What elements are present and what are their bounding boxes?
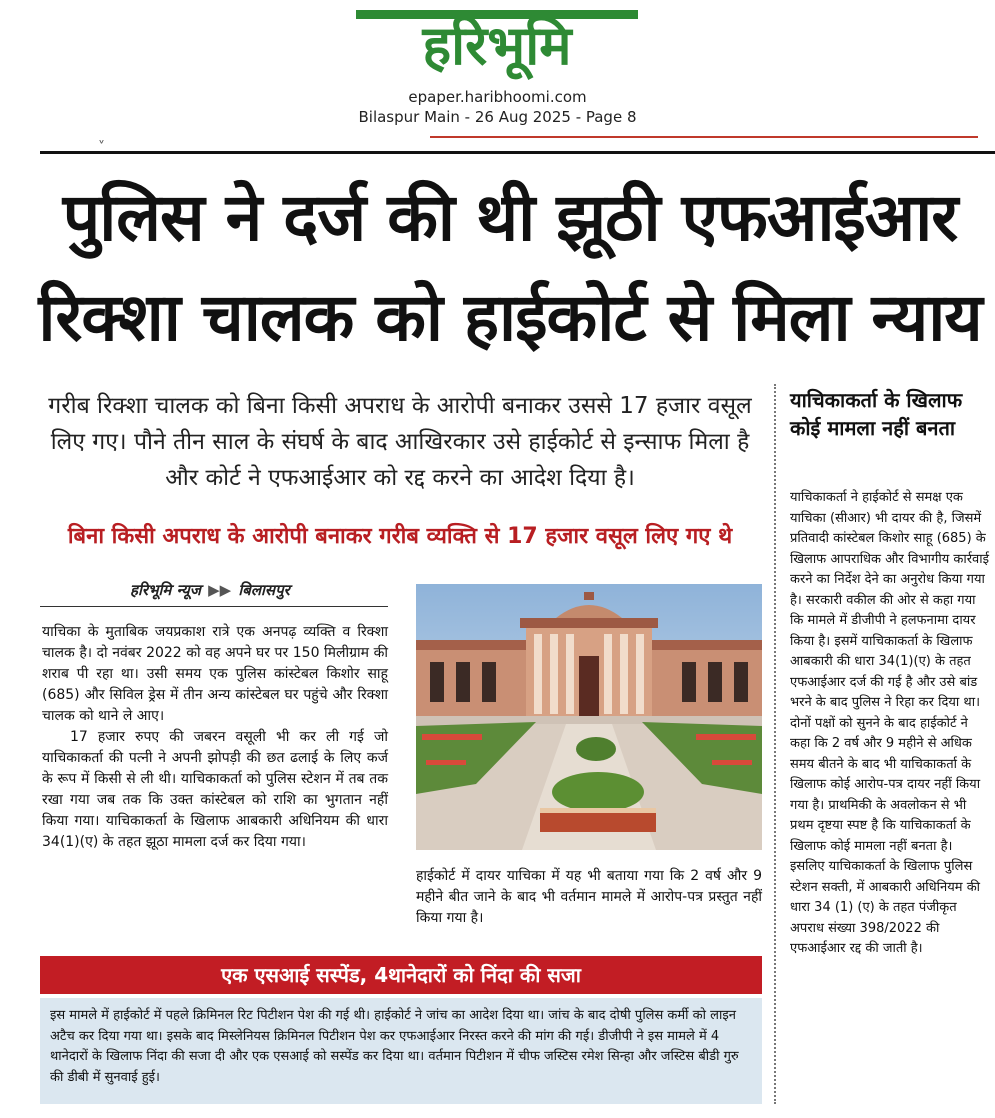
photo-caption: हाईकोर्ट में दायर याचिका में यह भी बताया गया कि 2 वर्ष और 9 महीने बीत जाने के बाद भी वर्तमान मामले में आरोप-पत्र प्रस्तुत नहीं किया गया है। xyxy=(416,868,762,926)
headline-line-1: पुलिस ने दर्ज की थी झूठी एफआईआर xyxy=(62,179,958,256)
header-black-rule xyxy=(40,151,995,154)
byline xyxy=(130,580,290,600)
body-paragraph-2: 17 हजार रुपए की जबरन वसूली भी कर ली गई जो याचिकाकर्ता की पत्नी ने अपनी झोपड़ी की छत ढलाई के लिए कर्ज के रूप में किसी से ली थी। याचिकाकर्ता को पुलिस स्टेशन में तब तक रखा गया जब तक कि उक्त कांस्टेबल को राशि का भुगतान नहीं किया गया। याचिकाकर्ता के खिलाफ आबकारी अधिनियम की धारा 34(1)(ए) के तहत झूठा मामला दर्ज कर दिया गया। xyxy=(42,729,388,850)
red-banner-heading: एक एसआई सस्पेंड, 4थानेदारों को निंदा की सजा xyxy=(40,956,762,994)
intro-summary: गरीब रिक्शा चालक को बिना किसी अपराध के आरोपी बनाकर उससे 17 हजार वसूल लिए गए। पौने तीन साल के संघर्ष के बाद आखिरकार उसे हाईकोर्ट से इन्साफ मिला है और कोर्ट ने एफआईआर को रद्द करने का आदेश दिया है। xyxy=(48,393,752,491)
article-body xyxy=(42,622,388,853)
body-paragraph-1: याचिका के मुताबिक जयप्रकाश रात्रे एक अनपढ़ व्यक्ति व रिक्शा चालक है। दो नवंबर 2022 को वह अपने घर पर 150 मिलीग्राम की शराब पी रहा था। उसी समय एक पुलिस कांस्टेबल किशोर साहू (685) और सिविल ड्रेस में तीन अन्य कांस्टेबल घर पहुंचे और रिक्शा चालक को थाने ले आए। xyxy=(42,624,388,724)
blue-box-text: इस मामले में हाईकोर्ट में पहले क्रिमिनल रिट पिटीशन पेश की गई थी। हाईकोर्ट ने जांच का आदेश दिया था। जांच के बाद दोषी पुलिस कर्मी को लाइन अटैच कर दिया गया था। इसके बाद मिस्लेनियस क्रिमिनल पिटीशन पेश कर एफआईआर निरस्त करने की मांग की गई। डीजीपी ने इस मामले में 4 थानेदारों के खिलाफ निंदा की सजा दी और एक एसआई को सस्पेंड कर दिया था। वर्तमान पिटीशन में चीफ जस्टिस रमेश सिन्हा और जस्टिस बीडी गुरु की डीबी में सुनवाई हुई। xyxy=(50,1008,739,1085)
haribhoomi-logo xyxy=(352,0,642,82)
byline-rule xyxy=(40,606,388,607)
sidebar-title: याचिकाकर्ता के खिलाफ कोई मामला नहीं बनता xyxy=(790,388,963,440)
byline-place: बिलासपुर xyxy=(238,581,290,599)
high-court-photo xyxy=(416,584,762,850)
edition-info: Bilaspur Main - 26 Aug 2025 - Page 8 xyxy=(358,108,637,126)
sidebar-divider xyxy=(774,384,776,1104)
logo-text: हरिभूमि xyxy=(422,14,572,77)
sidebar-text: याचिकाकर्ता ने हाईकोर्ट से समक्ष एक याचिका (सीआर) भी दायर की है, जिसमें प्रतिवादी कांस्टेबल किशोर साहू (685) के खिलाफ आपराधिक और विभागीय कार्रवाई करने का निर्देश देने का अनुरोध किया गया है। सरकारी वकील की ओर से कहा गया कि मामले में डीजीपी ने हलफनामा दायर किया है। इसमें याचिकाकर्ता के खिलाफ आबकारी की धारा 34(1)(ए) के तहत एफआईआर दर्ज की गई है और उसे बांड भरने के बाद पुलिस ने रिहा कर दिया था। दोनों पक्षों को सुनने के बाद हाईकोर्ट ने कहा कि 2 वर्ष और 9 महीने से अधिक समय बीतने के बाद भी याचिकाकर्ता के खिलाफ कोई आरोप-पत्र दायर नहीं किया गया है। प्राथमिकी के अवलोकन से भी प्रथम दृष्टया स्पष्ट है कि याचिकाकर्ता के खिलाफ कोई मामला नहीं बनता है। इसलिए याचिकाकर्ता के खिलाफ पुलिस स्टेशन सक्ती, में आबकारी अधिनियम की धारा 34 (1) (ए) के तहत पंजीकृत अपराध संख्या 398/2022 की एफआईआर रद्द की जाती है। xyxy=(790,490,990,956)
red-subheadline: बिना किसी अपराध के आरोपी बनाकर गरीब व्यक्ति से 17 हजार वसूल लिए गए थे xyxy=(67,524,733,549)
header-mark: ˬ xyxy=(98,128,105,144)
headline xyxy=(30,168,990,368)
headline-line-2: रिक्शा चालक को हाईकोर्ट से मिला न्याय xyxy=(38,279,982,356)
header-red-rule xyxy=(430,136,978,138)
site-url: epaper.haribhoomi.com xyxy=(408,88,587,106)
byline-arrows-icon: ▶▶ xyxy=(208,581,232,599)
byline-source: हरिभूमि न्यूज xyxy=(130,581,201,599)
